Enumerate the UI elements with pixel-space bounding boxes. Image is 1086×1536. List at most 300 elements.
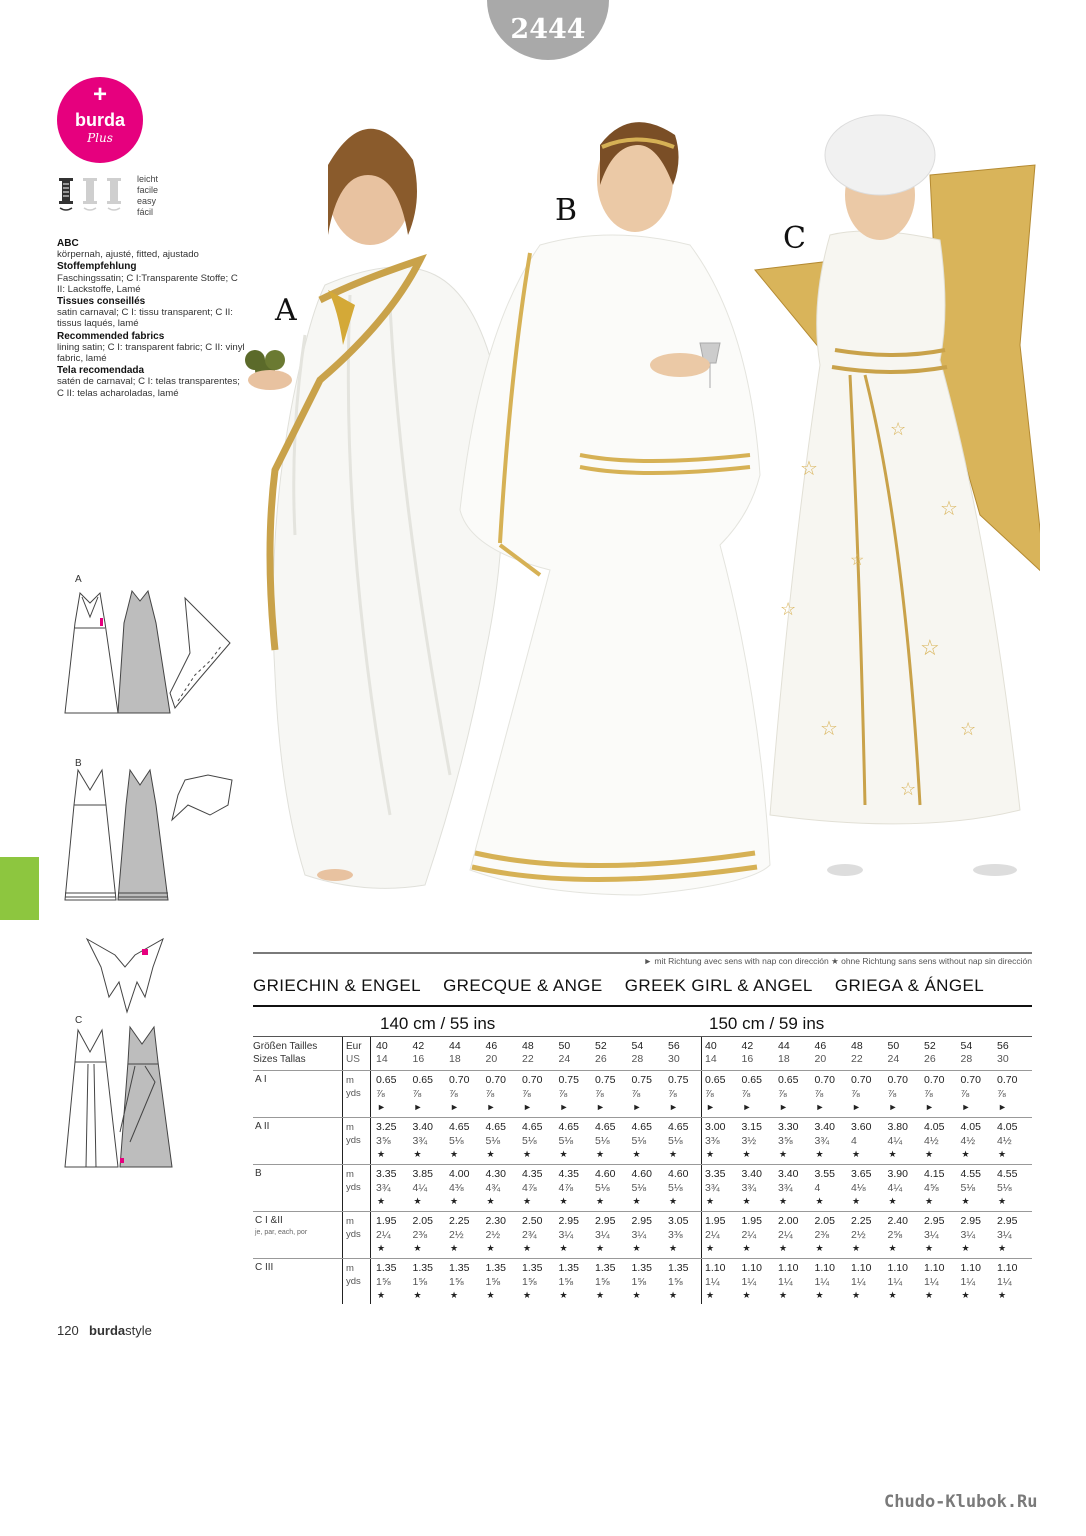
yards-cell: 5⅛ bbox=[997, 1182, 1012, 1194]
yards-cell: 3¾ bbox=[814, 1135, 830, 1147]
technical-drawing-c bbox=[60, 1022, 180, 1170]
nap-mark: ★ bbox=[925, 1149, 934, 1159]
brand-bold: burda bbox=[89, 1323, 126, 1338]
nap-mark: ★ bbox=[815, 1149, 824, 1159]
meter-cell: 1.10 bbox=[778, 1262, 799, 1274]
meter-cell: 3.80 bbox=[887, 1121, 908, 1133]
meter-cell: 2.05 bbox=[814, 1215, 835, 1227]
nap-mark: ★ bbox=[413, 1149, 422, 1159]
yards-cell: 3⅝ bbox=[778, 1135, 793, 1147]
nap-mark: ★ bbox=[596, 1149, 605, 1159]
fit-text: körpernah, ajusté, fitted, ajustado bbox=[57, 249, 199, 261]
nap-mark: ★ bbox=[779, 1290, 788, 1300]
difficulty-en: easy bbox=[137, 196, 157, 206]
yards-cell: 3⅝ bbox=[376, 1135, 391, 1147]
yards-cell: 1¼ bbox=[887, 1276, 903, 1288]
nap-mark: ★ bbox=[486, 1290, 495, 1300]
meter-cell: 1.10 bbox=[741, 1262, 762, 1274]
meter-cell: 4.15 bbox=[924, 1168, 945, 1180]
yards-cell: 4⅝ bbox=[924, 1182, 939, 1194]
meter-cell: 2.30 bbox=[485, 1215, 506, 1227]
yards-cell: 4½ bbox=[924, 1135, 939, 1147]
yards-cell: 3¼ bbox=[924, 1229, 939, 1241]
yards-cell: ⅞ bbox=[887, 1088, 897, 1100]
nap-mark: ★ bbox=[706, 1196, 715, 1206]
eur-size-cell: 40 bbox=[376, 1040, 388, 1052]
meter-cell: 3.40 bbox=[778, 1168, 799, 1180]
nap-mark: ► bbox=[450, 1102, 459, 1112]
eur-size-cell: 48 bbox=[522, 1040, 534, 1052]
eur-size-cell: 50 bbox=[558, 1040, 571, 1052]
nap-mark: ► bbox=[742, 1102, 752, 1112]
drawing-label-c: C bbox=[75, 1015, 83, 1026]
meter-cell: 2.40 bbox=[887, 1215, 908, 1227]
eur-size-cell: 48 bbox=[851, 1040, 863, 1052]
meter-cell: 2.50 bbox=[522, 1215, 543, 1227]
meter-cell: 0.70 bbox=[924, 1074, 945, 1086]
meter-cell: 0.75 bbox=[595, 1074, 616, 1086]
meter-cell: 1.35 bbox=[668, 1262, 689, 1274]
svg-text:☆: ☆ bbox=[920, 635, 940, 660]
nap-mark: ★ bbox=[998, 1149, 1007, 1159]
meter-cell: 4.55 bbox=[997, 1168, 1018, 1180]
yards-cell: 1⅝ bbox=[376, 1276, 391, 1288]
yards-cell: 2⅜ bbox=[814, 1229, 830, 1241]
photo-label-b: B bbox=[555, 193, 578, 228]
meter-cell: 3.60 bbox=[851, 1121, 872, 1133]
yards-cell: 3¼ bbox=[558, 1229, 574, 1241]
nap-mark: ★ bbox=[632, 1196, 641, 1206]
unit-m: m bbox=[346, 1216, 354, 1227]
yards-cell: 1¼ bbox=[924, 1276, 939, 1288]
row-label: A I bbox=[255, 1074, 267, 1085]
meter-cell: 3.40 bbox=[741, 1168, 762, 1180]
fabric-heading-de: Stoffempfehlung bbox=[57, 261, 137, 273]
eur-size-cell: 42 bbox=[741, 1040, 754, 1052]
fabric-text-es: satén de carnaval; C I: telas transparentes; C II: telas acharoladas, lamé bbox=[57, 376, 240, 399]
nap-mark: ★ bbox=[888, 1290, 897, 1300]
meter-cell: 1.35 bbox=[558, 1262, 579, 1274]
nap-mark: ★ bbox=[925, 1290, 934, 1300]
yards-cell: ⅞ bbox=[522, 1088, 531, 1100]
meter-cell: 0.75 bbox=[631, 1074, 652, 1086]
title-de: GRIECHIN & ENGEL bbox=[253, 976, 421, 995]
sizes-header-line2: Sizes Tallas bbox=[253, 1054, 306, 1065]
figure-b bbox=[460, 122, 770, 895]
yards-cell: 5⅛ bbox=[485, 1135, 501, 1147]
us-size-cell: 30 bbox=[668, 1053, 680, 1065]
meter-cell: 1.35 bbox=[376, 1262, 397, 1274]
nap-mark: ★ bbox=[669, 1196, 678, 1206]
meter-cell: 3.35 bbox=[705, 1168, 726, 1180]
meter-cell: 3.90 bbox=[887, 1168, 908, 1180]
nap-mark: ★ bbox=[669, 1149, 678, 1159]
nap-mark: ► bbox=[888, 1102, 898, 1112]
yards-cell: 5⅛ bbox=[522, 1135, 537, 1147]
meter-cell: 1.10 bbox=[924, 1262, 945, 1274]
unit-m: m bbox=[346, 1169, 354, 1180]
fabric-text-de: Faschingssatin; C I:Transparente Stoffe; C II: Lackstoffe, Lamé bbox=[57, 272, 238, 295]
yards-cell: 4⅛ bbox=[851, 1182, 866, 1194]
yards-cell: 1¼ bbox=[814, 1276, 830, 1288]
meter-cell: 4.60 bbox=[595, 1168, 616, 1180]
nap-mark: ★ bbox=[596, 1196, 605, 1206]
fit-heading: ABC bbox=[57, 238, 79, 249]
yards-cell: 2¼ bbox=[778, 1229, 793, 1241]
eur-size-cell: 50 bbox=[887, 1040, 900, 1052]
meter-cell: 0.70 bbox=[960, 1074, 981, 1086]
yards-cell: 3⅜ bbox=[705, 1135, 720, 1147]
yards-cell: ⅞ bbox=[376, 1088, 385, 1100]
table-hline bbox=[253, 1164, 1032, 1165]
yards-cell: ⅞ bbox=[814, 1088, 824, 1100]
nap-mark: ★ bbox=[377, 1149, 386, 1159]
yards-cell: 3¼ bbox=[595, 1229, 610, 1241]
meter-cell: 0.70 bbox=[887, 1074, 908, 1086]
nap-mark: ★ bbox=[377, 1196, 386, 1206]
yards-cell: 5⅛ bbox=[960, 1182, 976, 1194]
yards-cell: 4¼ bbox=[887, 1135, 903, 1147]
us-size-cell: 24 bbox=[558, 1053, 571, 1065]
meter-cell: 3.30 bbox=[778, 1121, 799, 1133]
nap-mark: ► bbox=[925, 1102, 934, 1112]
yards-cell: 3¼ bbox=[997, 1229, 1012, 1241]
nap-mark: ★ bbox=[559, 1196, 568, 1206]
yards-cell: 5⅛ bbox=[668, 1135, 683, 1147]
us-size-cell: 14 bbox=[705, 1053, 717, 1065]
yards-cell: 1⅝ bbox=[485, 1276, 501, 1288]
meter-cell: 1.35 bbox=[595, 1262, 616, 1274]
meter-cell: 1.10 bbox=[814, 1262, 835, 1274]
title-es: GRIEGA & ÁNGEL bbox=[834, 976, 985, 995]
drawing-label-a: A bbox=[75, 574, 82, 585]
meter-cell: 0.70 bbox=[997, 1074, 1018, 1086]
nap-mark: ★ bbox=[450, 1290, 459, 1300]
meter-cell: 4.60 bbox=[631, 1168, 652, 1180]
eur-size-cell: 56 bbox=[668, 1040, 680, 1052]
yards-cell: ⅞ bbox=[997, 1088, 1006, 1100]
meter-cell: 0.70 bbox=[485, 1074, 506, 1086]
fabric-heading-fr: Tissues conseillés bbox=[57, 296, 146, 308]
meter-cell: 1.95 bbox=[705, 1215, 726, 1227]
nap-mark: ★ bbox=[925, 1196, 934, 1206]
nap-mark: ★ bbox=[523, 1290, 532, 1300]
nap-mark: ★ bbox=[450, 1196, 459, 1206]
technical-drawing-a bbox=[60, 583, 235, 723]
meter-cell: 1.35 bbox=[449, 1262, 470, 1274]
yards-cell: 4½ bbox=[997, 1135, 1012, 1147]
burda-plus-badge bbox=[57, 77, 143, 163]
nap-mark: ★ bbox=[852, 1196, 861, 1206]
meter-cell: 4.05 bbox=[997, 1121, 1018, 1133]
fabric-heading-es: Tela recomendada bbox=[57, 365, 145, 377]
us-label: US bbox=[346, 1054, 360, 1065]
yards-cell: 3¾ bbox=[412, 1135, 428, 1147]
fabric-text-en: lining satin; C I: transparent fabric; C II: vinyl fabric, lamé bbox=[57, 341, 245, 365]
nap-mark: ★ bbox=[779, 1149, 788, 1159]
meter-cell: 1.35 bbox=[485, 1262, 506, 1274]
yards-cell: 4⅞ bbox=[558, 1182, 574, 1194]
pattern-number: 2444 bbox=[510, 14, 586, 45]
us-size-cell: 20 bbox=[485, 1053, 498, 1065]
yards-cell: ⅞ bbox=[558, 1088, 568, 1100]
brand-rest: style bbox=[125, 1323, 152, 1338]
meter-cell: 4.55 bbox=[960, 1168, 981, 1180]
us-size-cell: 24 bbox=[887, 1053, 900, 1065]
svg-text:☆: ☆ bbox=[820, 718, 838, 740]
technical-drawing-wings bbox=[85, 937, 170, 1017]
yards-cell: 3⅜ bbox=[668, 1229, 683, 1241]
nap-mark: ★ bbox=[632, 1290, 641, 1300]
meter-cell: 4.05 bbox=[924, 1121, 945, 1133]
eur-size-cell: 42 bbox=[412, 1040, 425, 1052]
nap-mark: ★ bbox=[523, 1196, 532, 1206]
eur-size-cell: 52 bbox=[595, 1040, 607, 1052]
yards-cell: 5⅛ bbox=[668, 1182, 683, 1194]
yards-cell: 5⅛ bbox=[595, 1182, 610, 1194]
meter-cell: 2.25 bbox=[449, 1215, 470, 1227]
yards-cell: 4¾ bbox=[485, 1182, 501, 1194]
us-size-cell: 30 bbox=[997, 1053, 1009, 1065]
photo-label-a: A bbox=[275, 293, 297, 328]
us-size-cell: 16 bbox=[741, 1053, 754, 1065]
eur-label: Eur bbox=[346, 1041, 362, 1052]
yards-cell: ⅞ bbox=[705, 1088, 714, 1100]
nap-mark: ★ bbox=[925, 1243, 934, 1253]
meter-cell: 0.70 bbox=[851, 1074, 872, 1086]
nap-mark: ★ bbox=[998, 1196, 1007, 1206]
nap-mark: ★ bbox=[815, 1290, 824, 1300]
yards-cell: ⅞ bbox=[595, 1088, 604, 1100]
meter-cell: 3.35 bbox=[376, 1168, 397, 1180]
table-vline bbox=[342, 1036, 343, 1304]
nap-mark: ★ bbox=[706, 1149, 715, 1159]
meter-cell: 1.10 bbox=[705, 1262, 726, 1274]
meter-cell: 2.25 bbox=[851, 1215, 872, 1227]
nap-mark: ★ bbox=[377, 1243, 386, 1253]
svg-text:☆: ☆ bbox=[850, 552, 865, 569]
nap-mark: ★ bbox=[486, 1149, 495, 1159]
meter-cell: 2.95 bbox=[997, 1215, 1018, 1227]
yards-cell: 5⅛ bbox=[595, 1135, 610, 1147]
unit-yds: yds bbox=[346, 1276, 361, 1287]
yards-cell: ⅞ bbox=[631, 1088, 641, 1100]
fabric-heading-en: Recommended fabrics bbox=[57, 330, 165, 342]
yards-cell: 2¼ bbox=[741, 1229, 757, 1241]
yards-cell: 2½ bbox=[851, 1229, 866, 1241]
difficulty-es: fácil bbox=[137, 207, 154, 217]
pattern-number-tab bbox=[487, 0, 609, 60]
nap-mark: ★ bbox=[742, 1290, 751, 1300]
us-size-cell: 16 bbox=[412, 1053, 425, 1065]
unit-m: m bbox=[346, 1075, 354, 1086]
meter-cell: 0.65 bbox=[741, 1074, 762, 1086]
costume-photo bbox=[240, 95, 1040, 915]
magazine-brand bbox=[89, 1323, 152, 1338]
row-sublabel: je, par, each, por bbox=[255, 1229, 308, 1236]
yards-cell: ⅞ bbox=[924, 1088, 933, 1100]
nap-mark: ★ bbox=[998, 1290, 1007, 1300]
yards-cell: ⅞ bbox=[778, 1088, 787, 1100]
yards-cell: 1⅝ bbox=[558, 1276, 574, 1288]
svg-text:☆: ☆ bbox=[780, 599, 797, 619]
meter-cell: 3.25 bbox=[376, 1121, 397, 1133]
unit-yds: yds bbox=[346, 1229, 361, 1240]
meter-cell: 2.95 bbox=[924, 1215, 945, 1227]
yards-cell: 2½ bbox=[449, 1229, 464, 1241]
nap-mark: ★ bbox=[998, 1243, 1007, 1253]
yards-cell: 1⅝ bbox=[595, 1276, 610, 1288]
meter-cell: 1.10 bbox=[997, 1262, 1018, 1274]
nap-mark: ★ bbox=[523, 1243, 532, 1253]
yards-cell: 1¼ bbox=[778, 1276, 793, 1288]
eur-size-cell: 52 bbox=[924, 1040, 936, 1052]
us-size-cell: 22 bbox=[522, 1053, 534, 1065]
meter-cell: 0.65 bbox=[412, 1074, 433, 1086]
us-size-cell: 22 bbox=[851, 1053, 863, 1065]
fabric-direction-note: ► mit Richtung avec sens with nap con dirección ★ ohne Richtung sans sens without nap sin dirección bbox=[643, 956, 1032, 966]
yards-cell: 3¾ bbox=[741, 1182, 757, 1194]
nap-mark: ► bbox=[377, 1102, 386, 1112]
nap-mark: ★ bbox=[742, 1196, 751, 1206]
meter-cell: 4.65 bbox=[449, 1121, 470, 1133]
yards-cell: 2¼ bbox=[705, 1229, 720, 1241]
yards-cell: 5⅛ bbox=[631, 1135, 647, 1147]
eur-size-cell: 56 bbox=[997, 1040, 1009, 1052]
nap-mark: ★ bbox=[961, 1290, 970, 1300]
meter-cell: 3.40 bbox=[412, 1121, 433, 1133]
nap-mark: ★ bbox=[779, 1196, 788, 1206]
meter-cell: 2.95 bbox=[960, 1215, 981, 1227]
fabric-text-fr: satin carnaval; C I: tissu transparent; C II: tissus laqués, lamé bbox=[57, 307, 233, 330]
yards-cell: 3¾ bbox=[705, 1182, 720, 1194]
nap-mark: ★ bbox=[596, 1290, 605, 1300]
unit-m: m bbox=[346, 1263, 354, 1274]
yards-cell: 2½ bbox=[485, 1229, 501, 1241]
nap-mark: ► bbox=[706, 1102, 715, 1112]
yards-cell: 2¾ bbox=[522, 1229, 537, 1241]
fabric-width-140: 140 cm / 55 ins bbox=[380, 1014, 496, 1033]
us-size-cell: 20 bbox=[814, 1053, 827, 1065]
meter-cell: 4.65 bbox=[522, 1121, 543, 1133]
eur-size-cell: 46 bbox=[814, 1040, 827, 1052]
meter-cell: 4.30 bbox=[485, 1168, 506, 1180]
table-hline bbox=[253, 1211, 1032, 1212]
nap-mark: ★ bbox=[961, 1243, 970, 1253]
meter-cell: 1.10 bbox=[887, 1262, 908, 1274]
nap-mark: ★ bbox=[377, 1290, 386, 1300]
nap-mark: ► bbox=[852, 1102, 861, 1112]
nap-mark: ► bbox=[669, 1102, 678, 1112]
svg-text:☆: ☆ bbox=[940, 498, 958, 520]
eur-size-cell: 54 bbox=[960, 1040, 973, 1052]
fabric-recommendations bbox=[57, 238, 247, 400]
us-size-cell: 18 bbox=[778, 1053, 790, 1065]
nap-mark: ★ bbox=[961, 1196, 970, 1206]
nap-mark: ★ bbox=[888, 1149, 897, 1159]
yards-cell: 1⅝ bbox=[522, 1276, 537, 1288]
meter-cell: 4.35 bbox=[522, 1168, 543, 1180]
meter-cell: 2.05 bbox=[412, 1215, 433, 1227]
yards-cell: 4 bbox=[814, 1182, 821, 1194]
yards-cell: 2⅝ bbox=[887, 1229, 903, 1241]
yards-cell: 1¼ bbox=[960, 1276, 976, 1288]
nap-mark: ★ bbox=[852, 1290, 861, 1300]
table-hline bbox=[253, 1117, 1032, 1118]
yards-cell: 4¼ bbox=[412, 1182, 428, 1194]
difficulty-de: leicht bbox=[137, 174, 159, 184]
unit-yds: yds bbox=[346, 1135, 361, 1146]
badge-plus: + bbox=[92, 81, 107, 108]
eur-size-cell: 44 bbox=[778, 1040, 790, 1052]
nap-mark: ► bbox=[523, 1102, 532, 1112]
nap-mark: ★ bbox=[486, 1196, 495, 1206]
row-label: C III bbox=[255, 1262, 274, 1273]
nap-mark: ★ bbox=[632, 1149, 641, 1159]
meter-cell: 0.70 bbox=[814, 1074, 835, 1086]
yards-cell: 4⅞ bbox=[522, 1182, 537, 1194]
nap-mark: ► bbox=[559, 1102, 569, 1112]
meter-cell: 0.65 bbox=[778, 1074, 799, 1086]
nap-mark: ★ bbox=[413, 1290, 422, 1300]
yards-cell: 1¼ bbox=[705, 1276, 720, 1288]
svg-text:☆: ☆ bbox=[800, 458, 818, 480]
nap-mark: ★ bbox=[669, 1243, 678, 1253]
nap-mark: ★ bbox=[852, 1149, 861, 1159]
eur-size-cell: 46 bbox=[485, 1040, 498, 1052]
yards-cell: 1¼ bbox=[851, 1276, 866, 1288]
us-size-cell: 26 bbox=[595, 1053, 607, 1065]
meter-cell: 1.95 bbox=[741, 1215, 762, 1227]
meter-cell: 4.65 bbox=[485, 1121, 506, 1133]
nap-mark: ★ bbox=[888, 1196, 897, 1206]
nap-mark: ★ bbox=[559, 1290, 568, 1300]
table-vline bbox=[370, 1036, 371, 1304]
us-size-cell: 28 bbox=[631, 1053, 644, 1065]
yards-cell: 4¼ bbox=[887, 1182, 903, 1194]
yards-cell: 4⅜ bbox=[449, 1182, 464, 1194]
nap-mark: ★ bbox=[486, 1243, 495, 1253]
unit-yds: yds bbox=[346, 1088, 361, 1099]
nap-mark: ★ bbox=[632, 1243, 641, 1253]
pattern-titles bbox=[253, 976, 1043, 996]
nap-mark: ★ bbox=[413, 1196, 422, 1206]
yards-cell: 1⅝ bbox=[412, 1276, 428, 1288]
nap-mark: ★ bbox=[815, 1243, 824, 1253]
us-size-cell: 14 bbox=[376, 1053, 388, 1065]
nap-mark: ★ bbox=[742, 1149, 751, 1159]
nap-mark: ★ bbox=[706, 1290, 715, 1300]
row-label: B bbox=[255, 1168, 262, 1179]
meter-cell: 3.65 bbox=[851, 1168, 872, 1180]
us-size-cell: 18 bbox=[449, 1053, 461, 1065]
yards-cell: 3¼ bbox=[631, 1229, 647, 1241]
meter-cell: 1.35 bbox=[522, 1262, 543, 1274]
yards-cell: 1⅝ bbox=[631, 1276, 647, 1288]
meter-cell: 4.65 bbox=[668, 1121, 689, 1133]
yards-cell: 3¼ bbox=[960, 1229, 976, 1241]
svg-text:☆: ☆ bbox=[890, 419, 907, 439]
table-hline bbox=[253, 1070, 1032, 1071]
nap-mark: ► bbox=[632, 1102, 642, 1112]
yards-cell: ⅞ bbox=[449, 1088, 458, 1100]
yards-cell: 3¾ bbox=[376, 1182, 391, 1194]
nap-mark: ★ bbox=[523, 1149, 532, 1159]
meter-cell: 0.75 bbox=[668, 1074, 689, 1086]
badge-brand: burda bbox=[74, 110, 125, 130]
nap-mark: ★ bbox=[888, 1243, 897, 1253]
yards-cell: 4½ bbox=[960, 1135, 976, 1147]
